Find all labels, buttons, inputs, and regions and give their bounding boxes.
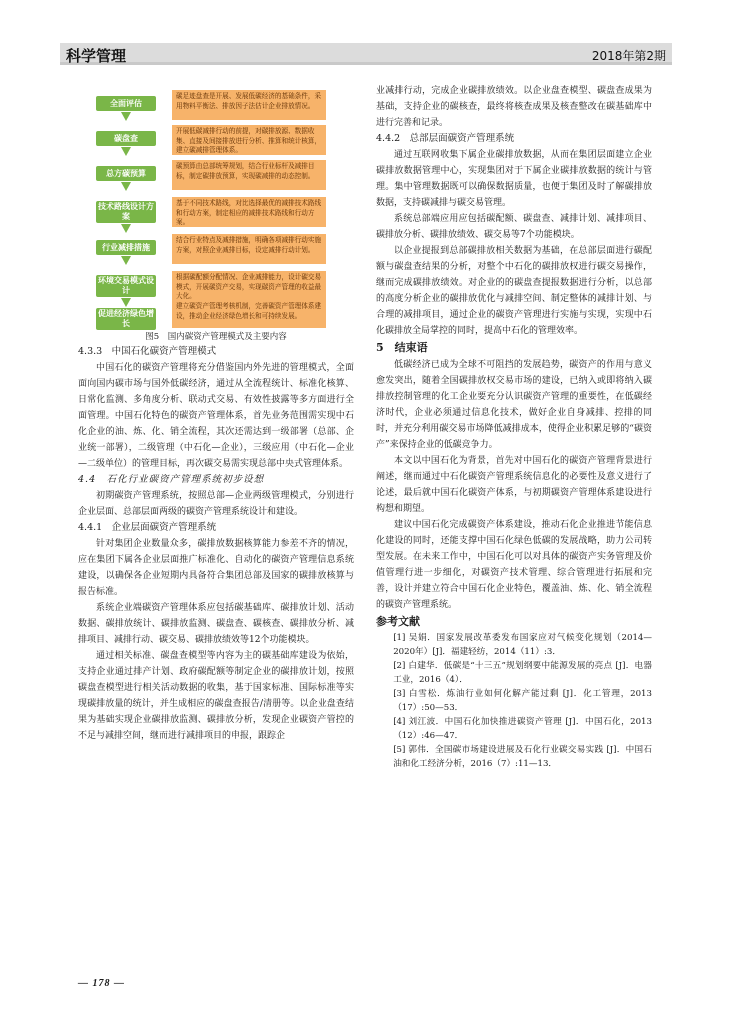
flow-step-4: 技术路线设计方案: [98, 202, 154, 221]
flow-desc-1: 碳足迹盘查是开展、发展低碳经济的基础条件，采用物料平衡法、排放因子法估计企业排放情况。: [172, 90, 326, 120]
reference-item: [3] 白雪松．炼油行业如何化解产能过剩 [J]．化工管理，2013（17）:50—53．: [393, 689, 652, 713]
flow-arrow-icon: [121, 224, 131, 233]
page-number: — 178 —: [78, 978, 125, 989]
paragraph: 建议中国石化完成碳资产体系建设，推动石化企业推进节能信息化建设的同时，还能支撑中国石化绿色低碳的发展战略，助力公司转型发展。在未来工作中，中国石化可以对具体的碳资产实务管理及价值管理行进一步细化，对碳资产技术管理、综合管理进行拓展和完善，设计并建立符合中国石化企业特色，覆盖油、炼、化、销全流程的碳资产管理系统。: [376, 520, 652, 610]
section-heading: 4.3.3 中国石化碳资产管理模式: [78, 346, 217, 357]
paragraph: 系统企业端碳资产管理体系应包括碳基础库、碳排放计划、活动数据、碳排放统计、碳排放监测、碳盘查、碳核查、碳排放分析、减排项目、减排行动、碳交易、碳排放绩效等12个功能模块。: [78, 603, 354, 645]
flow-step-7: 促进经济绿色增长: [98, 309, 154, 328]
figure-5: [78, 88, 354, 344]
section-heading: 4.4 石化行业碳资产管理系统初步设想: [78, 474, 265, 485]
figure-caption: 图5 国内碳资产管理模式及主要内容: [145, 332, 287, 342]
paragraph: 以企业提报到总部碳排放相关数据为基础，在总部层面进行碳配额与碳盘查结果的分析，对整个中石化的碳排放权进行碳交易操作，继而完成碳排放绩效。对企业的的碳盘查提报数据进行分析，以总部的高度分析企业的碳排放优化与减排空间、制定整体的减排计划、与合理的减排项目，通过企业的碳资产管理进行实施与实现，实现中石化碳排放全局掌控的同时，提高中石化的管理效率。: [376, 246, 652, 336]
running-header: [60, 43, 672, 65]
paragraph: 本文以中国石化为背景，首先对中国石化的碳资产管理背景进行阐述，继而通过中石化碳资产管理系统信息化的必要性及意义进行了论述，最后就中国石化碳资产体系，与初期碳资产管理体系建设进行构想和期望。: [376, 456, 652, 514]
flow-desc-2: 开展低碳减排行动的前提，对碳排放源、数据收集、直接及间接排放进行分析、推算和统计核算，建立碳减排管理体系。: [172, 125, 326, 155]
paragraph: 业减排行动，完成企业碳排放绩效。以企业盘查模型、碳盘查成果为基础，支持企业的碳核查，最终将核查成果及核查整改在碳基础库中进行完善和记录。: [376, 86, 652, 128]
flow-step-3: 总方碳预算: [96, 166, 156, 181]
paragraph: 通过互联网收集下属企业碳排放数据，从而在集团层面建立企业碳排放数据管理中心，实现集团对于下属企业碳排放数据的统计与管理。集中管理数据既可以确保数据质量，也便于集团及时了解碳排放数据，支持碳减排与碳交易管理。: [376, 150, 652, 208]
paragraph: 系统总部端应用应包括碳配额、碳盘查、减排计划、减排项目、碳排放分析、碳排放绩效、碳交易等7个功能模块。: [376, 214, 652, 240]
flow-desc-7: 建立碳资产管理考核机制，完善碳资产管理体系建设，推动企业经济绿色增长和可持续发展。: [172, 300, 326, 328]
section-heading: 4.4.2 总部层面碳资产管理系统: [376, 133, 515, 144]
flow-desc-4: 基于不同技术路线，对比选择最优的减排技术路线和行动方案，制定相应的减排技术路线和行动方案。: [172, 197, 326, 227]
issue-label: 2018年第2期: [591, 49, 666, 63]
section-heading: 4.4.1 企业层面碳资产管理系统: [78, 522, 217, 533]
journal-name: 科学管理: [66, 47, 127, 65]
reference-item: [4] 刘江波．中国石化加快推进碳资产管理 [J]．中国石化，2013（12）:46—47．: [393, 717, 652, 741]
reference-item: [5] 郭伟．全国碳市场建设进展及石化行业碳交易实践 [J]．中国石油和化工经济分析，2016（7）:11—13．: [393, 745, 652, 769]
flow-arrow-icon: [121, 182, 131, 191]
left-column: [78, 344, 354, 744]
flow-arrow-icon: [121, 147, 131, 156]
paragraph: 通过相关标准、碳盘查模型等内容为主的碳基础库建设为依始，支持企业通过排产计划、政府碳配额等制定企业的碳排放计划，按照碳盘查模型进行相关活动数据的收集，基于国家标准、国际标准等实现碳排放量的统计，并生成相应的碳盘查报告/清册等。以企业盘查结果为基础实现企业碳排放监测、碳排放分析，发现企业碳资产管控的不足与减排空间，继而进行减排项目的申报，跟踪企: [78, 651, 354, 741]
references-heading: 参考文献: [376, 615, 420, 628]
flow-arrow-icon: [121, 298, 131, 307]
section-heading: 5 结束语: [376, 341, 428, 354]
flow-desc-5: 结合行业特点及减排措施，明确各项减排行动实施方案，对照企业减排目标，设定减排行动计划。: [172, 234, 326, 264]
flow-step-1: 全面评估: [96, 96, 156, 111]
flow-step-6: 环境交易模式设计: [98, 276, 154, 295]
flow-step-2: 碳盘查: [96, 131, 156, 146]
flow-desc-6: 根据碳配额分配情况、企业减排能力，设计碳交易模式，开展碳资产交易，实现碳资产管理的收益最大化。: [172, 271, 326, 301]
right-column: [376, 83, 652, 771]
reference-item: [2] 白建华．低碳是“十三五”规划纲要中能源发展的亮点 [J]．电器工业，2016（4）．: [393, 661, 652, 685]
paragraph: 针对集团企业数量众多，碳排放数据核算能力参差不齐的情况，应在集团下属各企业层面推广标准化、自动化的碳资产管理信息系统建设，以确保各企业短期内具备符合集团总部及国家的碳排放核算与报告标准。: [78, 539, 354, 597]
paragraph: 低碳经济已成为全球不可阻挡的发展趋势，碳资产的作用与意义愈发突出，随着全国碳排放权交易市场的建设，已纳入或即将纳入碳排放控制管理的化工企业要充分认识碳资产管理的重要性，在低碳经济时代，企业必须通过信息化技术，做好企业自身减排、控排的同时，并充分利用碳交易市场降低减排成本，使得企业积累足够的“碳资产”来保持企业的低碳竞争力。: [376, 360, 652, 450]
flow-arrow-icon: [121, 256, 131, 265]
paragraph: 中国石化的碳资产管理将充分借鉴国内外先进的管理模式，全面面向国内碳市场与国外低碳经济，通过从全流程统计、标准化核算、日常化监测、多角度分析、联动式交易、有效性披露等多方面进行全面管理。中国石化特色的碳资产管理体系，首先业务范围需实现中石化企业的油、炼、化、销全流程，其次还需达到一级部署（总部、企业统一部署），二级管理（中石化—企业），三级应用（中石化—企业—二级单位）的管理目标，再次碳交易需实现总部中央式管理体系。: [78, 363, 354, 469]
reference-item: [1] 吴娟．国家发展改革委发布国家应对气候变化规划（2014—2020年）[J]．福建轻纺，2014（11）:3．: [393, 633, 652, 657]
flow-arrow-icon: [121, 112, 131, 121]
flow-desc-3: 碳预算由总部统筹规划，结合行业标杆及减排目标，制定碳排放预算，实现碳减排的动态控制。: [172, 160, 326, 190]
paragraph: 初期碳资产管理系统，按照总部—企业两级管理模式，分别进行企业层面、总部层面两级的碳资产管理系统设计和建设。: [78, 491, 354, 517]
flow-step-5: 行业减排措施: [96, 240, 156, 255]
